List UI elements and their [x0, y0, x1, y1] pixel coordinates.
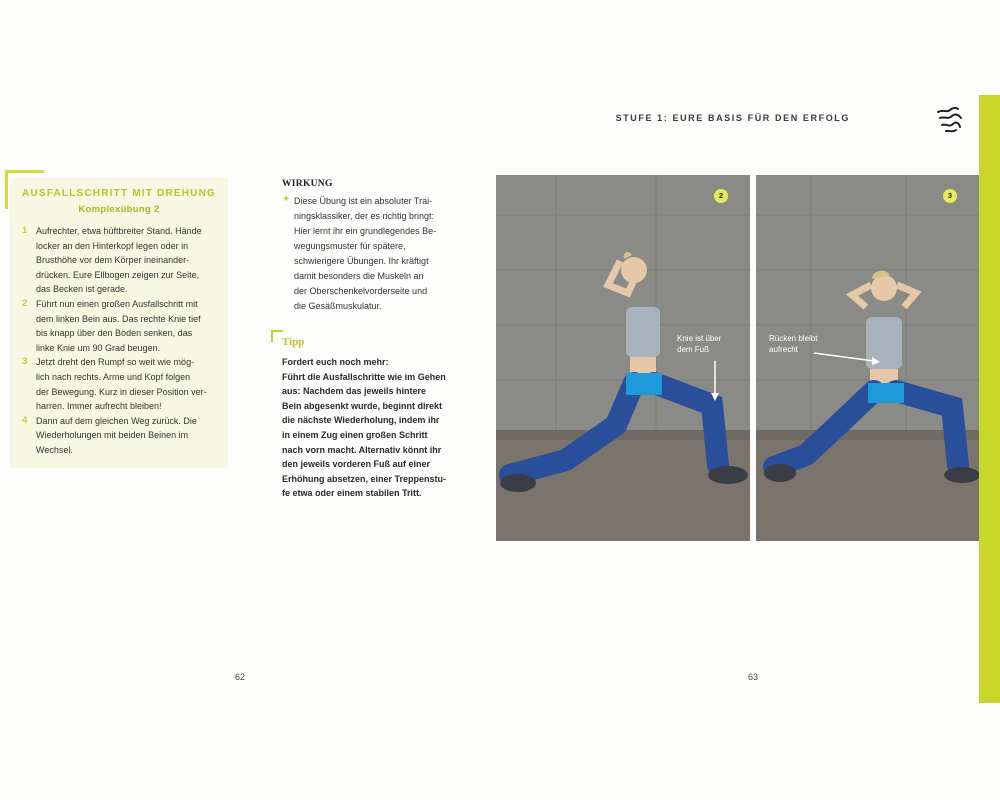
- tip-line: in einem Zug einen großen Schritt: [282, 429, 428, 440]
- star-bullet-icon: ✦: [282, 194, 291, 205]
- step-line: harren. Immer aufrecht bleiben!: [36, 401, 162, 412]
- callout-line: dem Fuß: [677, 345, 710, 354]
- photo-badge: 3: [943, 189, 957, 203]
- step-number: 1: [22, 225, 28, 236]
- tip-line: den jeweils vorderen Fuß auf einer: [282, 459, 431, 470]
- step-line: linke Knie um 90 Grad beugen.: [36, 342, 161, 353]
- photo-lunge-rotation: [756, 175, 979, 541]
- step-line: drücken. Eure Ellbogen zeigen zur Seite,: [36, 269, 200, 280]
- step-line: Aufrechter, etwa hüftbreiter Stand. Hände: [36, 226, 202, 236]
- step-4: [22, 414, 218, 458]
- wirkung-heading: WIRKUNG: [282, 179, 333, 189]
- tip-line: Führt die Ausfallschritte wie im Gehen: [282, 371, 446, 382]
- step-line: Dann auf dem gleichen Weg zurück. Die: [36, 415, 197, 426]
- running-head: STUFE 1: EURE BASIS FÜR DEN ERFOLG: [615, 113, 850, 123]
- step-line: Führt nun einen großen Ausfallschritt mit: [36, 298, 198, 309]
- photo-callout: [769, 333, 817, 355]
- step-line: das Becken ist gerade.: [36, 284, 128, 295]
- exercise-title: AUSFALLSCHRITT MIT DREHUNG: [22, 188, 216, 199]
- chapter-edge-tab: [979, 95, 1000, 703]
- step-line: lich nach rechts. Arme und Kopf folgen: [36, 371, 191, 382]
- step-line: dem linken Bein aus. Das rechte Knie tief: [36, 313, 201, 324]
- tip-text: [282, 355, 450, 501]
- exercise-steps: [22, 224, 218, 458]
- tip-line: Erhöhung absetzen, einer Treppenstu-: [282, 473, 447, 484]
- photo-badge: 2: [714, 189, 728, 203]
- tip-line: Fordert euch noch mehr:: [282, 357, 389, 367]
- wirkung-text: [282, 194, 462, 314]
- photo-lunge-front: [496, 175, 750, 541]
- step-number: 3: [22, 356, 28, 368]
- tip-line: nach vorn macht. Alternativ könnt ihr: [282, 444, 442, 455]
- tip-line: fe etwa oder einem stabilen Tritt.: [282, 488, 422, 499]
- wirkung-line: damit besonders die Muskeln an: [294, 271, 424, 281]
- wirkung-line: der Oberschenkelvorderseite und: [294, 286, 428, 296]
- step-line: Wechsel.: [36, 444, 73, 455]
- step-1: [22, 224, 218, 297]
- tip-line: aus: Nachdem das jeweils hintere: [282, 386, 427, 397]
- exercise-photo-3: [756, 175, 979, 541]
- tip-line: die nächste Wiederholung, indem ihr: [282, 415, 440, 426]
- runner-logo-icon: [934, 104, 964, 136]
- page-number-right: 63: [748, 672, 759, 682]
- wirkung-line: wegungsmuster für spätere,: [294, 241, 406, 251]
- step-line: Jetzt dreht den Rumpf so weit wie mög-: [36, 357, 195, 368]
- step-3: [22, 355, 218, 413]
- callout-line: Rücken bleibt: [769, 334, 818, 343]
- step-line: der Bewegung. Kurz in dieser Position ver-: [36, 386, 207, 397]
- wirkung-line: Diese Übung ist ein absoluter Trai-: [294, 196, 433, 206]
- wirkung-line: Hier lernt ihr ein grundlegendes Be-: [294, 226, 437, 236]
- photo-callout: [677, 333, 721, 355]
- step-number: 4: [22, 414, 28, 426]
- tip-line: Bein abgesenkt wurde, beginnt direkt: [282, 400, 443, 411]
- exercise-photo-2: [496, 175, 750, 541]
- step-line: bis knapp über den Boden senken, das: [36, 328, 193, 339]
- page-number-left: 62: [235, 672, 246, 682]
- step-number: 2: [22, 297, 28, 309]
- step-line: Brusthöhe vor dem Körper ineinander-: [36, 255, 190, 266]
- wirkung-line: schwierigere Übungen. Ihr kräftigt: [294, 256, 429, 266]
- step-line: Wiederholungen mit beiden Beinen im: [36, 430, 189, 441]
- callout-line: Knie ist über: [677, 334, 722, 343]
- step-2: [22, 297, 218, 355]
- wirkung-line: ningsklassiker, der es richtig bringt:: [294, 211, 435, 221]
- wirkung-line: die Gesäßmuskulatur.: [294, 301, 382, 311]
- tip-heading: Tipp: [282, 336, 305, 348]
- step-line: locker an den Hinterkopf legen oder in: [36, 240, 189, 251]
- exercise-subtitle: Komplexübung 2: [78, 204, 160, 215]
- callout-line: aufrecht: [769, 345, 798, 354]
